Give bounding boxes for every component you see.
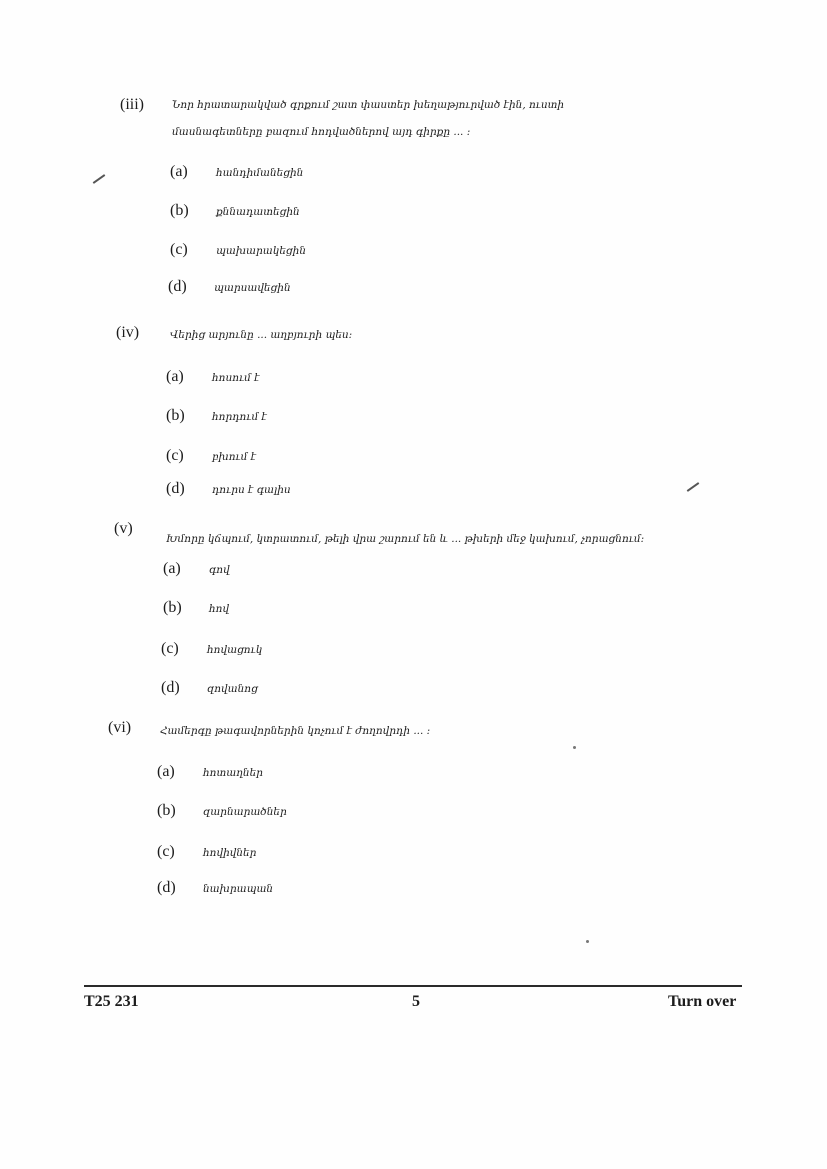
question-text-line: Համերգը թագավորներին կոչում է ժողովրդի ... ։ xyxy=(160,725,431,737)
page-number: 5 xyxy=(412,993,420,1010)
scan-mark xyxy=(687,482,700,492)
turn-over-label: Turn over xyxy=(668,993,737,1010)
option-label: (a) xyxy=(170,163,188,180)
paper-code: T25 231 xyxy=(84,993,139,1010)
option-text: նախրապան xyxy=(203,883,274,895)
option-label: (d) xyxy=(157,879,176,896)
option-text: քննադատեցին xyxy=(216,206,300,218)
option-label: (c) xyxy=(161,640,179,657)
option-label: (b) xyxy=(166,407,185,424)
option-label: (c) xyxy=(166,447,184,464)
option-text: հոտաղներ xyxy=(203,767,263,779)
option-text: պախարակեցին xyxy=(216,245,307,257)
option-text: պարսավեցին xyxy=(214,282,291,294)
scan-speck xyxy=(573,746,576,749)
question-number: (iii) xyxy=(120,96,144,113)
option-text: բխում է xyxy=(212,451,257,463)
question-text-line: Վերից արյունը ... աղբյուրի պես։ xyxy=(170,329,353,341)
option-text: դուրս է գալիս xyxy=(212,484,291,496)
option-text: զարնարածներ xyxy=(203,806,287,818)
option-text: զովանոց xyxy=(207,683,258,695)
option-label: (b) xyxy=(157,802,176,819)
question-number: (vi) xyxy=(108,719,132,736)
option-text: հորդում է xyxy=(212,411,267,423)
option-label: (c) xyxy=(170,241,188,258)
question-number: (v) xyxy=(114,520,133,537)
option-text: գով xyxy=(209,564,230,576)
option-label: (c) xyxy=(157,843,175,860)
question-number: (iv) xyxy=(116,324,140,341)
option-text: հանդիմանեցին xyxy=(216,167,304,179)
option-label: (d) xyxy=(166,480,185,497)
option-label: (d) xyxy=(168,278,187,295)
option-text: հով xyxy=(209,603,230,615)
question-text-line: Խմորը կճպում, կտրատում, թելի վրա շարում են և ... թխերի մեջ կախում, չորացնում։ xyxy=(166,533,645,545)
option-label: (a) xyxy=(166,368,184,385)
option-label: (b) xyxy=(163,599,182,616)
option-text: հոսում է xyxy=(212,372,260,384)
footer-rule xyxy=(84,985,742,987)
question-text-line: Նոր հրատարակված գրքում շատ փաստեր խեղաթյուրված էին, ուստի xyxy=(172,99,565,111)
option-text: հովիվներ xyxy=(203,847,257,859)
option-label: (d) xyxy=(161,679,180,696)
option-label: (a) xyxy=(163,560,181,577)
option-text: հովացուկ xyxy=(207,644,263,656)
option-label: (a) xyxy=(157,763,175,780)
scan-mark xyxy=(93,174,106,184)
question-text-line: մասնագետները բազում հոդվածներով այդ գիրքը ... ։ xyxy=(172,126,471,138)
option-label: (b) xyxy=(170,202,189,219)
scan-speck xyxy=(586,940,589,943)
